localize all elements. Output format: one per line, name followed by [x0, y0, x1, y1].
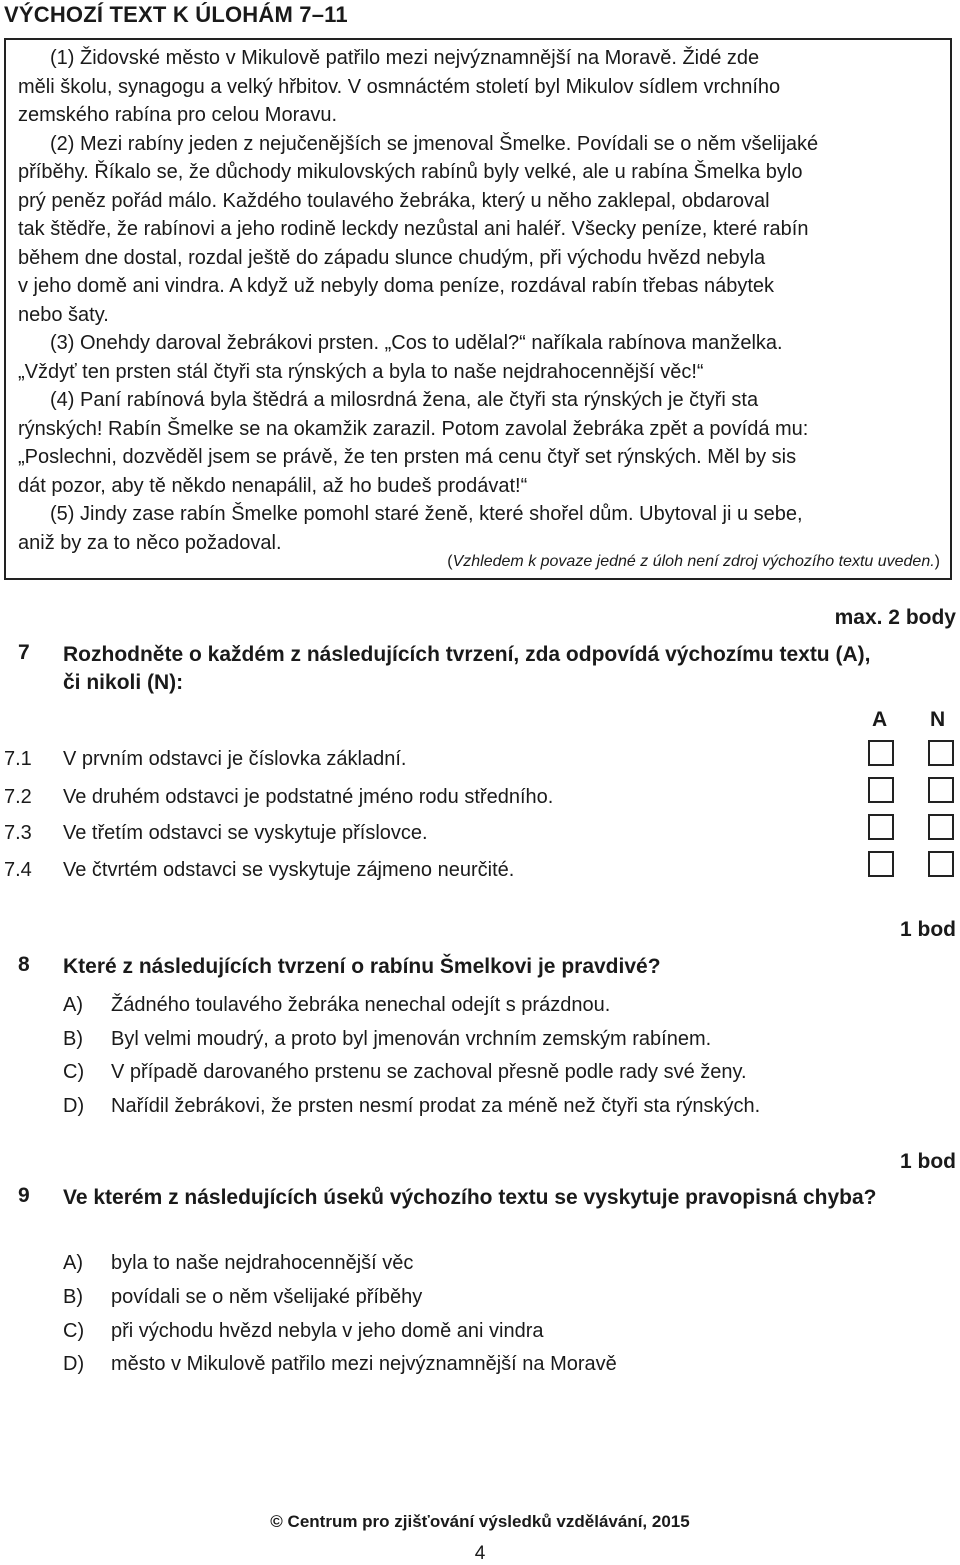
q7-item-number: 7.2: [4, 786, 32, 808]
answer-checkbox-n[interactable]: [928, 740, 954, 766]
q8-points: 1 bod: [900, 918, 956, 941]
answer-checkbox-a[interactable]: [868, 851, 894, 877]
q8-number: 8: [18, 953, 30, 976]
q8-option-text[interactable]: V případě darovaného prstenu se zachoval přesně podle rady své ženy.: [111, 1061, 747, 1083]
source-line: (4) Paní rabínová byla štědrá a milosrdná žena, ale čtyři sta rýnských je čtyři sta: [50, 389, 759, 411]
q9-points: 1 bod: [900, 1150, 956, 1173]
q9-question: Ve kterém z následujících úseků výchozího textu se vyskytuje pravopisná chyba?: [63, 1186, 877, 1209]
source-line: během dne dostal, rozdal ještě do západu slunce chudým, při východu hvězd nebyla: [18, 246, 766, 269]
q7-item-number: 7.4: [4, 859, 32, 881]
source-line: nebo šaty.: [18, 303, 109, 326]
q9-option-letter[interactable]: A): [63, 1252, 83, 1274]
answer-checkbox-a[interactable]: [868, 740, 894, 766]
q8-question: Které z následujících tvrzení o rabínu Šmelkovi je pravdivé?: [63, 955, 661, 978]
source-text-box: [4, 38, 952, 580]
source-line: (3) Onehdy daroval žebrákovi prsten. „Cos to udělal?“ naříkala rabínova manželka.: [50, 332, 783, 354]
source-line: měli školu, synagogu a velký hřbitov. V osmnáctém století byl Mikulov sídlem vrchního: [18, 75, 781, 98]
q9-option-text[interactable]: povídali se o něm všelijaké příběhy: [111, 1286, 423, 1308]
q8-option-text[interactable]: Byl velmi moudrý, a proto byl jmenován vrchním zemským rabínem.: [111, 1028, 712, 1050]
answer-checkbox-n[interactable]: [928, 851, 954, 877]
source-line: rýnských! Rabín Šmelke se na okamžik zarazil. Potom zavolal žebráka zpět a povídá mu:: [18, 417, 809, 440]
column-a-header: A: [872, 708, 888, 731]
section-heading: VÝCHOZÍ TEXT K ÚLOHÁM 7–11: [4, 2, 348, 27]
q7-question: Rozhodněte o každém z následujících tvrzení, zda odpovídá výchozímu textu (A), či nikoli (N):: [63, 643, 871, 694]
q7-item-text: V prvním odstavci je číslovka základní.: [63, 748, 407, 770]
source-line: příběhy. Říkalo se, že důchody mikulovských rabínů byly velké, ale u rabína Šmelka bylo: [18, 161, 803, 183]
page-number: 4: [474, 1543, 486, 1564]
paren-close: ): [934, 553, 940, 570]
q8-option-letter[interactable]: A): [63, 994, 83, 1016]
source-line: (5) Jindy zase rabín Šmelke pomohl staré ženě, které shořel dům. Ubytoval ji u sebe,: [50, 503, 803, 525]
q9-option-text[interactable]: město v Mikulově patřilo mezi nejvýznamnější na Moravě: [111, 1353, 617, 1375]
copyright-footer: © Centrum pro zjišťování výsledků vzdělávání, 2015: [270, 1512, 690, 1531]
source-line: (1) Židovské město v Mikulově patřilo mezi nejvýznamnější na Moravě. Židé zde: [50, 47, 760, 69]
answer-checkbox-a[interactable]: [868, 777, 894, 803]
q9-option-text[interactable]: při východu hvězd nebyla v jeho domě ani vindra: [111, 1320, 544, 1342]
source-line: dát pozor, aby tě někdo nenapálil, až ho budeš prodávat!“: [18, 474, 528, 497]
column-n-header: N: [930, 708, 946, 731]
q7-item-number: 7.3: [4, 822, 32, 844]
q9-option-letter[interactable]: B): [63, 1286, 83, 1308]
source-note: [447, 553, 940, 571]
source-line: „Poslechni, dozvěděl jsem se právě, že ten prsten má cenu čtyř set rýnských. Měl by sis: [18, 446, 797, 468]
q7-number: 7: [18, 641, 30, 664]
source-note-text: Vzhledem k povaze jedné z úloh není zdroj výchozího textu uveden.: [452, 553, 935, 570]
q7-item-number: 7.1: [4, 748, 32, 770]
q7-item-text: Ve třetím odstavci se vyskytuje příslovce.: [63, 822, 428, 844]
answer-checkbox-n[interactable]: [928, 814, 954, 840]
answer-checkbox-n[interactable]: [928, 777, 954, 803]
q9-option-text[interactable]: byla to naše nejdrahocennější věc: [111, 1252, 414, 1274]
paren-open: (: [447, 553, 453, 570]
q7-item-text: Ve druhém odstavci je podstatné jméno rodu středního.: [63, 786, 554, 808]
source-line: „Vždyť ten prsten stál čtyři sta rýnských a byla to naše nejdrahocennější věc!“: [18, 360, 704, 383]
source-line: (2) Mezi rabíny jeden z nejučenějších se jmenoval Šmelke. Povídali se o něm všelijaké: [50, 132, 819, 155]
q7-points: max. 2 body: [834, 606, 956, 629]
source-line: v jeho domě ani vindra. A když už nebyly doma peníze, rozdával rabín třebas nábytek: [18, 275, 774, 297]
q9-option-letter[interactable]: D): [63, 1353, 85, 1375]
source-line: prý peněz pořád málo. Každého toulavého žebráka, který u něho zaklepal, obdaroval: [18, 189, 770, 212]
q8-option-letter[interactable]: B): [63, 1028, 83, 1050]
q8-option-text[interactable]: Nařídil žebrákovi, že prsten nesmí prodat za méně než čtyři sta rýnských.: [111, 1095, 761, 1117]
source-line: aniž by za to něco požadoval.: [18, 531, 282, 554]
q8-option-letter[interactable]: D): [63, 1095, 85, 1117]
q9-number: 9: [18, 1184, 30, 1207]
q8-option-text[interactable]: Žádného toulavého žebráka nenechal odejít s prázdnou.: [111, 994, 611, 1016]
q9-option-letter[interactable]: C): [63, 1320, 85, 1342]
source-line: zemského rabína pro celou Moravu.: [18, 104, 338, 126]
answer-checkbox-a[interactable]: [868, 814, 894, 840]
q8-option-letter[interactable]: C): [63, 1061, 85, 1083]
q7-item-text: Ve čtvrtém odstavci se vyskytuje zájmeno neurčité.: [63, 859, 515, 881]
source-line: tak štědře, že rabínovi a jeho rodině leckdy nezůstal ani haléř. Všecky peníze, které rabín: [18, 218, 809, 240]
